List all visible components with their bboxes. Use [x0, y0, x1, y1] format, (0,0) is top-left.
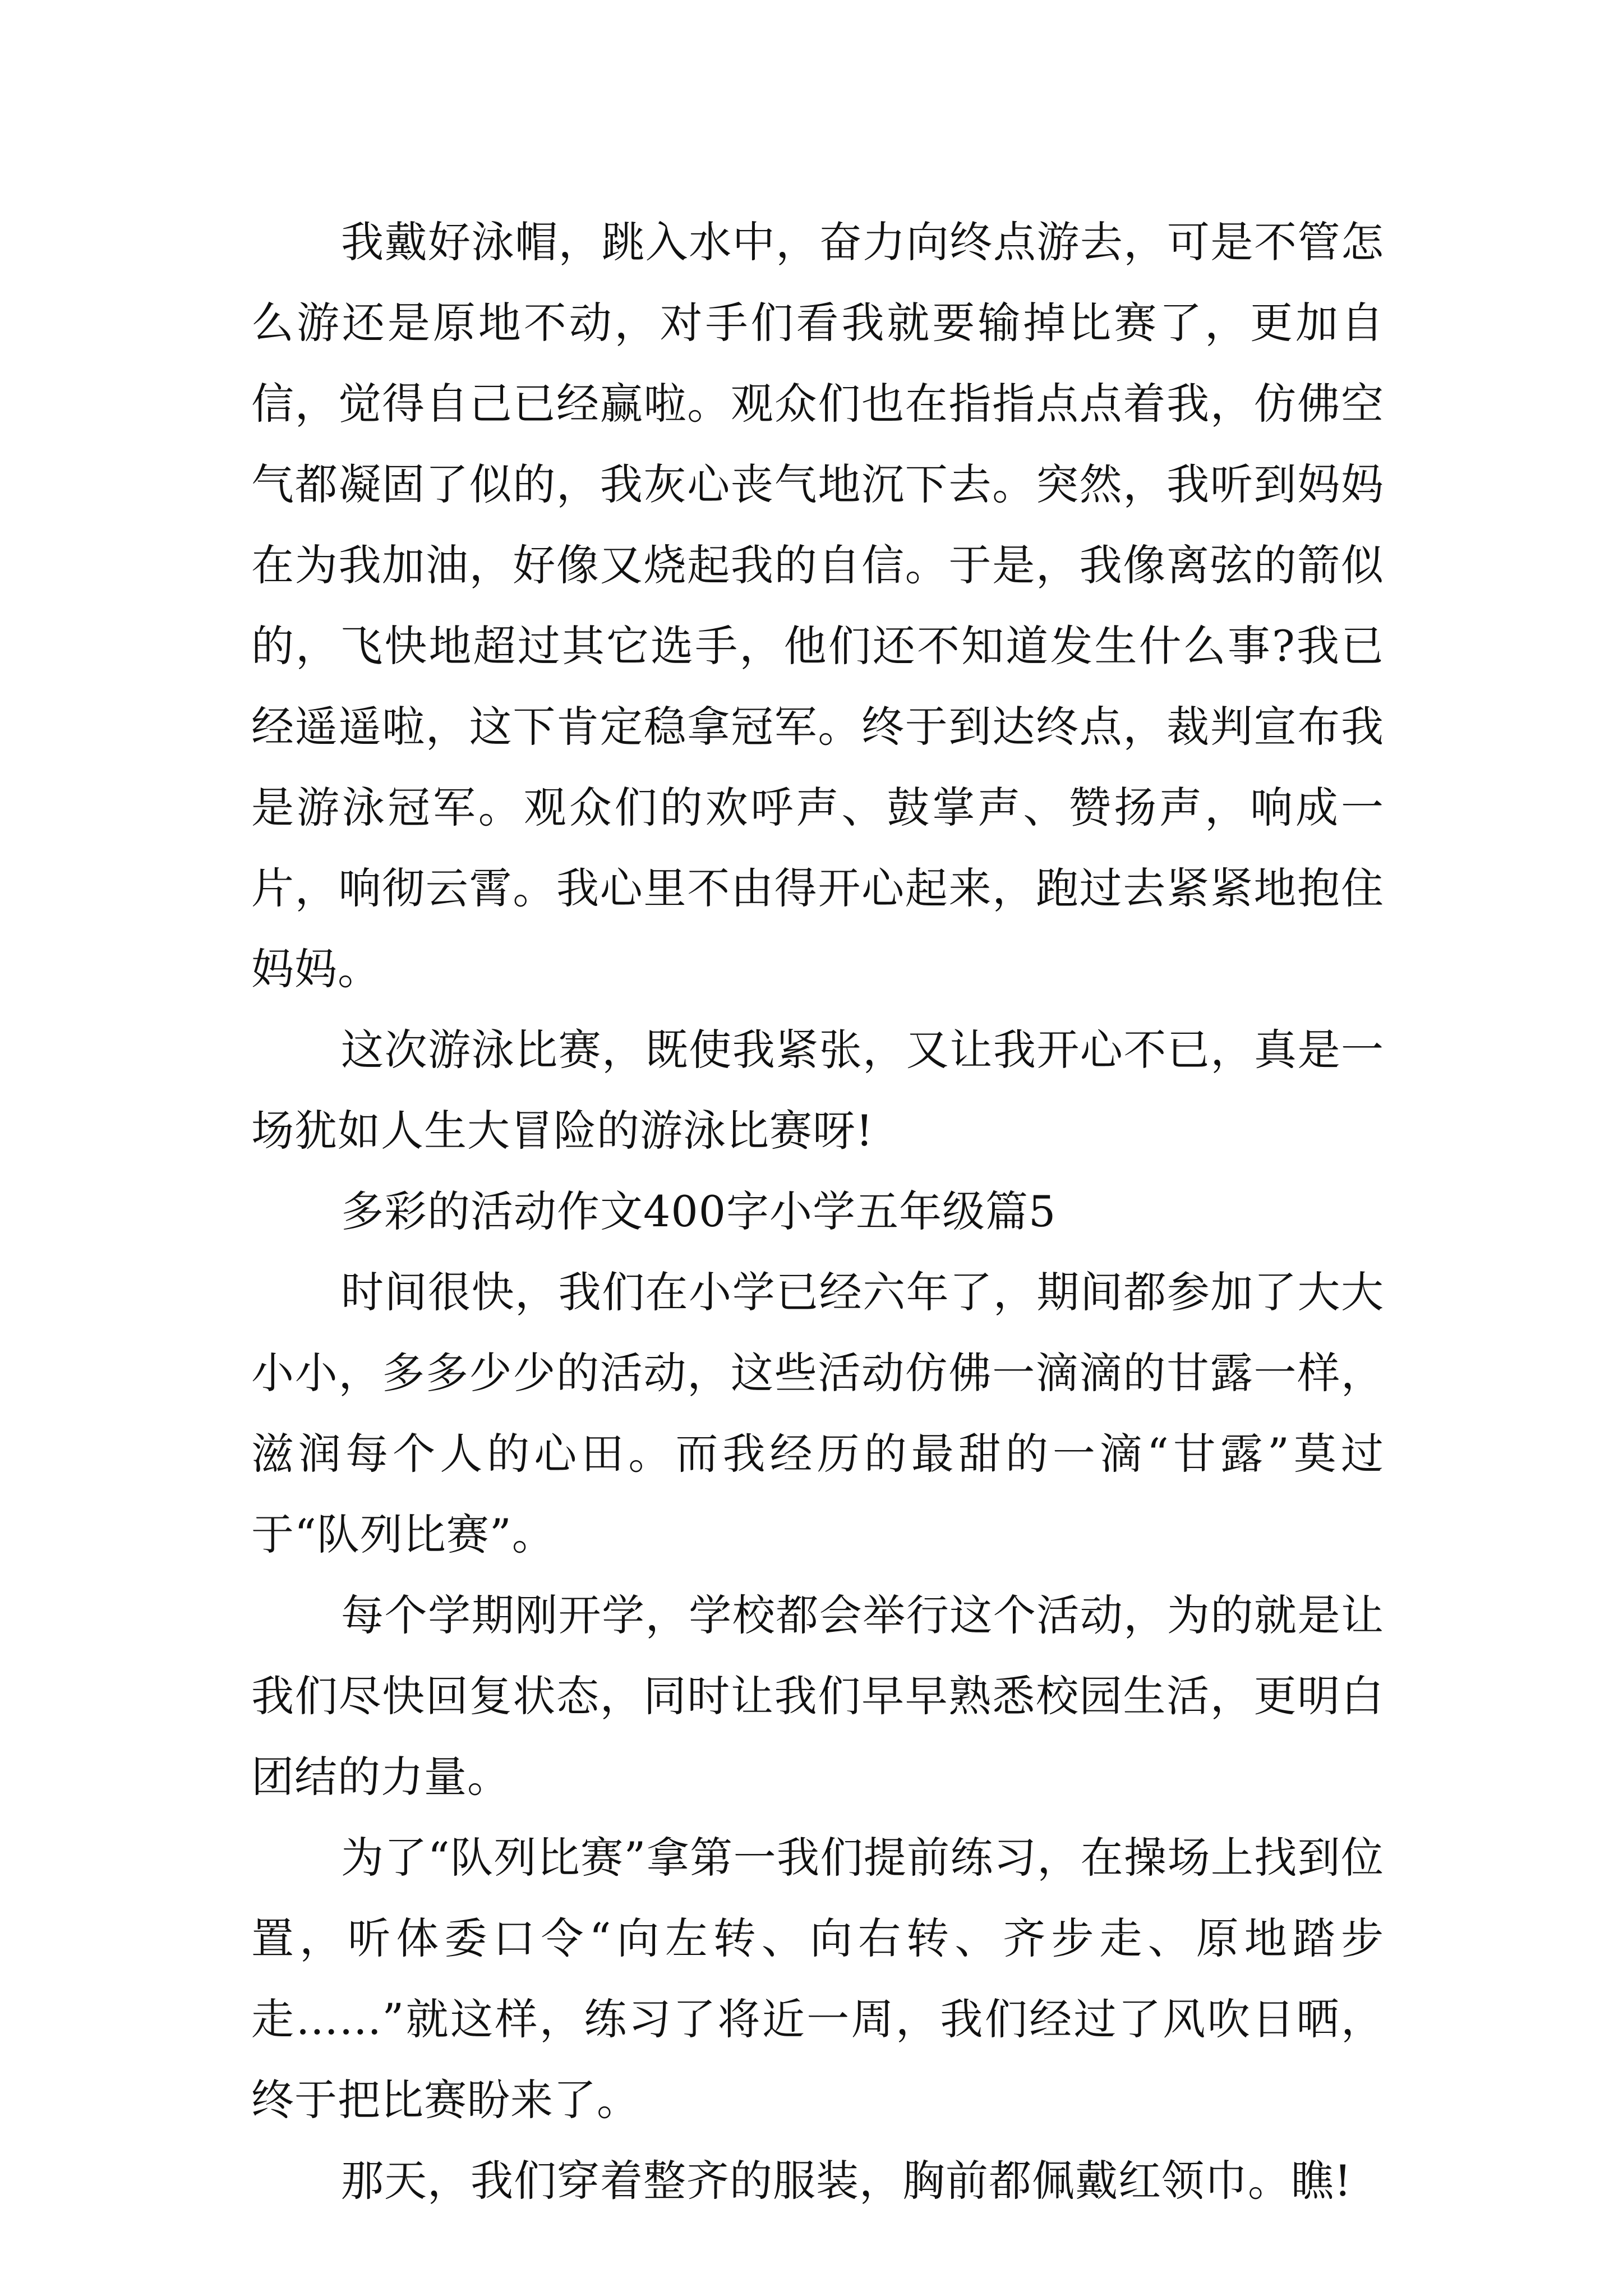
paragraph-swimming-race: 我戴好泳帽，跳入水中，奋力向终点游去，可是不管怎么游还是原地不动，对手们看我就要输掉比赛了，更加自信，觉得自己已经赢啦。观众们也在指指点点着我，仿佛空气都凝固了似的，我灰心丧气地沉下去。突然，我听到妈妈在为我加油，好像又烧起我的自信。于是，我像离弦的箭似的，飞快地超过其它选手，他们还不知道发生什么事?我已经遥遥啦，这下肯定稳拿冠军。终于到达终点，裁判宣布我是游泳冠军。观众们的欢呼声、鼓掌声、赞扬声，响成一片，响彻云霄。我心里不由得开心起来，跑过去紧紧地抱住妈妈。	[251, 217, 1384, 994]
section-heading: 多彩的活动作文400字小学五年级篇5	[341, 1186, 1057, 1236]
paragraph-semester-start: 每个学期刚开学，学校都会举行这个活动，为的就是让我们尽快回复状态，同时让我们早早熟悉校园生活，更明白团结的力量。	[251, 1590, 1384, 1802]
paragraph-swimming-summary: 这次游泳比赛，既使我紧张，又让我开心不已，真是一场犹如人生大冒险的游泳比赛呀!	[251, 1025, 1384, 1156]
paragraph-practice: 为了“队列比赛”拿第一我们提前练习，在操场上找到位置，听体委口令“向左转、向右转、齐步走、原地踏步走……”就这样，练习了将近一周，我们经过了风吹日晒，终于把比赛盼来了。	[251, 1833, 1384, 2125]
paragraph-that-day: 那天，我们穿着整齐的服装，胸前都佩戴红领巾。瞧!	[341, 2156, 1352, 2206]
paragraph-time-flies: 时间很快，我们在小学已经六年了，期间都参加了大大小小，多多少少的活动，这些活动仿佛一滴滴的甘露一样，滋润每个人的心田。而我经历的最甜的一滴“甘露”莫过于“队列比赛”。	[251, 1267, 1384, 1559]
document-body	[251, 202, 1384, 2221]
